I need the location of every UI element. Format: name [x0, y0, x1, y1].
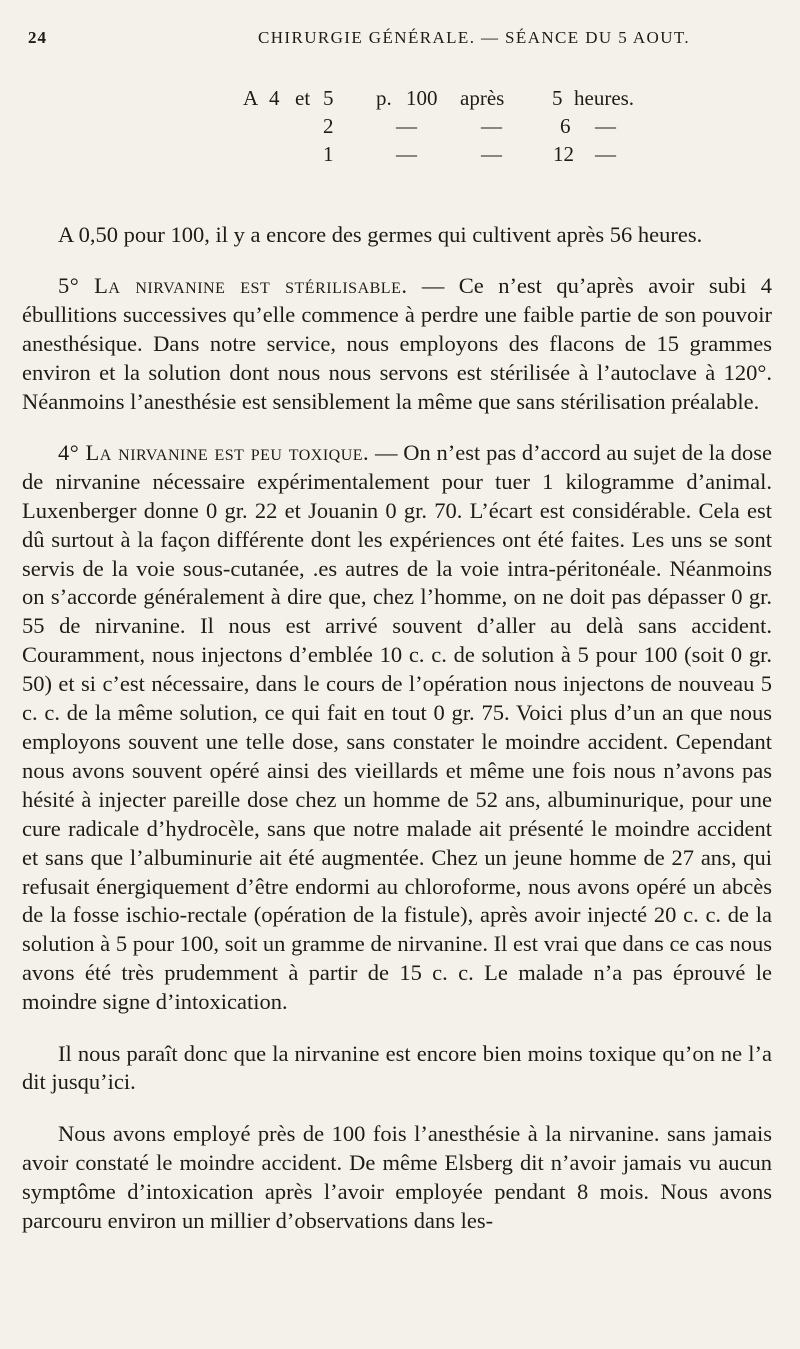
table-cell: 5 [323, 86, 334, 110]
table-cell: — [481, 114, 502, 138]
text-body [22, 198, 772, 1258]
section-heading: 4° La nirvanine est peu toxique. [58, 439, 370, 465]
paragraph [22, 272, 772, 417]
table-cell: 5 [552, 86, 563, 110]
table-cell: 1 [323, 142, 334, 166]
paragraph [22, 439, 772, 1017]
table-cell: 100 [406, 86, 438, 110]
running-title: CHIRURGIE GÉNÉRALE. — SÉANCE DU 5 AOUT. [258, 28, 691, 47]
table-cell: et [295, 86, 311, 110]
table-cell: 12 [553, 142, 574, 166]
paragraph: Nous avons employé près de 100 fois l’anesthésie à la nirvanine. sans jamais avoir constaté le moindre accident. De même Elsberg dit n’avoir jamais vu aucun symptôme d’intoxication après l’avoir employée pendant 8 mois. Nous avons parcouru environ un millier d’observations dans les- [22, 1120, 772, 1233]
table-cell: heures. [574, 86, 635, 110]
paragraph-text: — Ce n’est qu’après avoir subi 4 ébullitions successives qu’elle commence à perdre une faible partie de son pouvoir anesthésique. Dans notre service, nous employons des flacons de 15 grammes environ et la solution dont nous nous servons est stérilisée à l’autoclave à 120°. Néanmoins l’anesthésie est sensiblement la même que sans stérilisation préalable. [22, 272, 772, 414]
section-heading: 5° La nirvanine est stérilisable. [58, 272, 408, 298]
table-cell: 4 [269, 86, 280, 110]
table-cell: — [396, 114, 417, 138]
table-cell: p. [376, 86, 392, 110]
paragraph: A 0,50 pour 100, il y a encore des germes qui cultivent après 56 heures. [58, 221, 703, 247]
table-cell: A [243, 86, 259, 110]
paragraph: Il nous paraît donc que la nirvanine est encore bien moins toxique qu’on ne l’a dit jusqu’ici. [22, 1040, 772, 1095]
running-head [28, 28, 758, 52]
table-cell: 6 [560, 114, 571, 138]
table-cell: — [595, 142, 616, 166]
paragraph-text: — On n’est pas d’accord au sujet de la dose de nirvanine nécessaire expérimentalement pour tuer 1 kilogramme d’animal. Luxenberger donne 0 gr. 22 et Jouanin 0 gr. 70. L’écart est considérable. Cela est dû surtout à la façon différente dont les expériences ont été faites. Les uns se sont servis de la voie sous-cutanée, .es autres de la voie intra-péritonéale. Néanmoins on s’accorde généralement à dire que, chez l’homme, on ne doit pas dépasser 0 gr. 55 de nirvanine. Il nous est arrivé souvent d’aller au delà sans accident. Couramment, nous injectons d’emblée 10 c. c. de solution à 5 pour 100 (soit 0 gr. 50) et si c’est nécessaire, dans le cours de l’opération nous injectons de nouveau 5 c. c. de la même solution, ce qui fait en tout 0 gr. 75. Voici plus d’un an que nous employons souvent une telle dose, sans constater le moindre accident. Cependant nous avons souvent opéré ainsi des vieillards et même une fois nous n’avons pas hésité à injecter pareille dose chez un homme de 52 ans, albuminurique, pour une cure radicale d’hydrocèle, sans que notre malade ait présenté le moindre accident et sans que l’albuminurie ait été augmentée. Chez un jeune homme de 27 ans, qui refusait énergiquement d’être endormi au chloroforme, nous avons opéré un abcès de la fosse ischio-rectale (opération de la fistule), après avoir injecté 20 c. c. de la solution à 5 pour 100, soit un gramme de nirvanine. Il est vrai que dans ce cas nous avons été très prudemment à partir de 15 c. c. Le malade n’a pas éprouvé le moindre signe d’intoxication. [22, 439, 773, 1015]
table-cell: 2 [323, 114, 334, 138]
table-cell: — [396, 142, 417, 166]
table-cell: — [595, 114, 616, 138]
table-cell: — [481, 142, 502, 166]
table-cell: après [460, 86, 505, 110]
page-number: 24 [28, 28, 47, 47]
